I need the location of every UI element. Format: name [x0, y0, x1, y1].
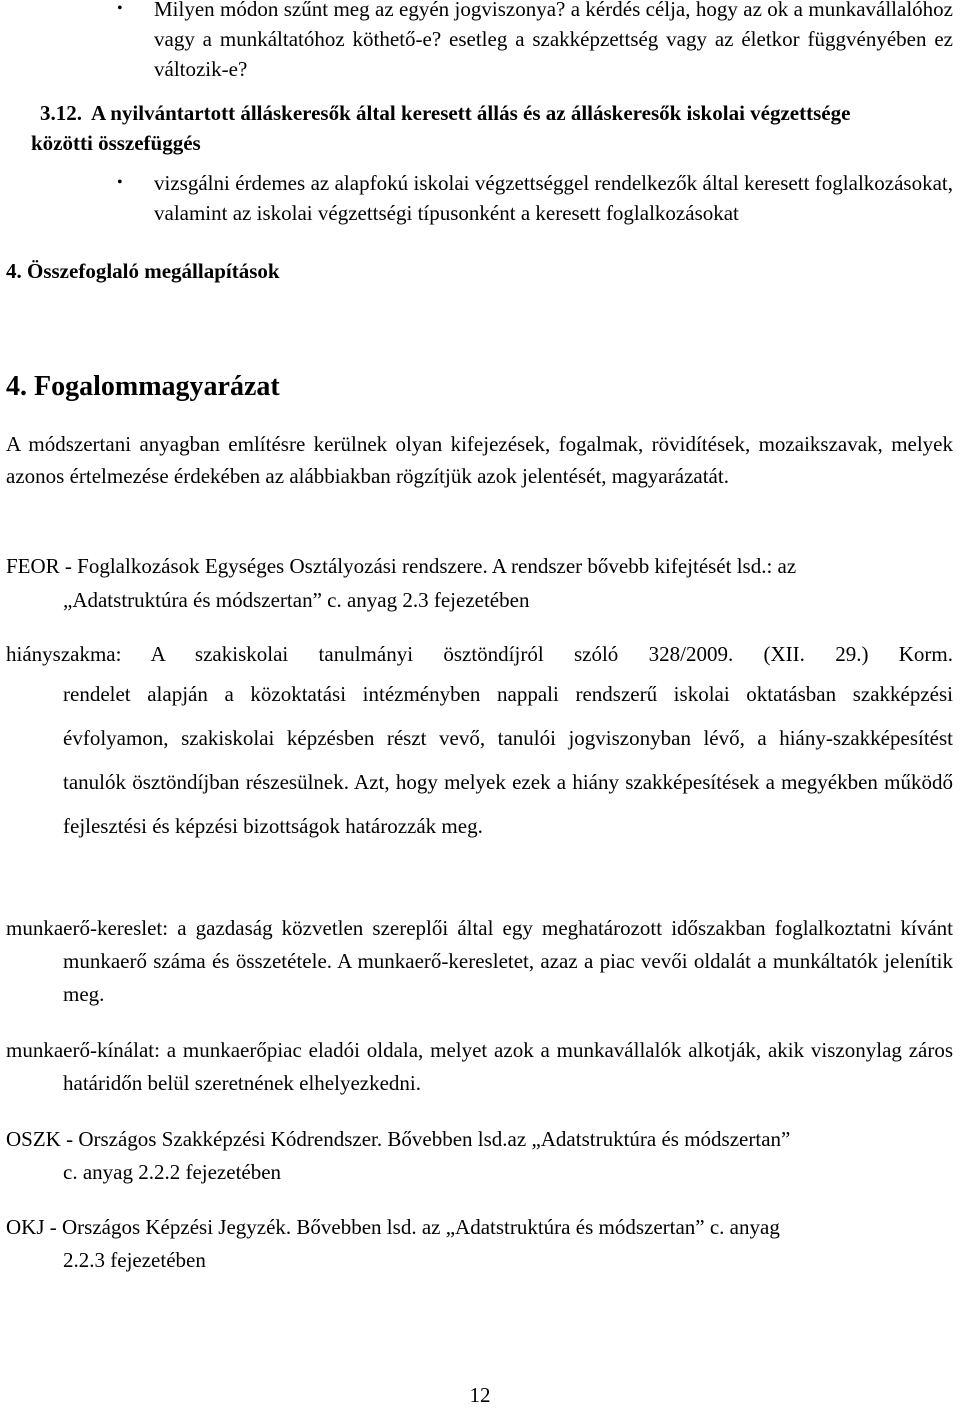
feor-line-1: FEOR - Foglalkozások Egységes Osztályozási rendszere. A rendszer bővebb kifejtését lsd.: az [6, 554, 797, 578]
oszk-line-1: OSZK - Országos Szakképzési Kódrendszer. Bővebben lsd.az „Adatstruktúra és módszertan” [6, 1127, 791, 1151]
heading-summary: 4. Összefoglaló megállapítások [6, 259, 280, 283]
glossary-entry-hianyszakma [6, 638, 953, 848]
oszk-line-2: c. anyag 2.2.2 fejezetében [63, 1160, 282, 1184]
hianyszakma-rest: rendelet alapján a közoktatási intézményben nappali rendszerű iskolai oktatásban szakképzési évfolyamon, szakiskolai képzésben részt vevő, tanulói jogviszonyban lévő, a hiány-szakképesítést tanulók ösztöndíjban részesülnek. Azt, hogy melyek ezek a hiány szakképesítések a megyékben működő fejlesztési és képzési bizottságok határozzák meg. [63, 682, 953, 838]
okj-line-2: 2.2.3 fejezetében [63, 1248, 206, 1272]
page-number: 12 [469, 1383, 491, 1407]
glossary-entry-feor [6, 549, 953, 617]
top-bullet-text: Milyen módon szűnt meg az egyén jogviszonya? a kérdés célja, hogy az ok a munkavállalóhoz vagy a munkáltatóhoz köthető-e? esetleg a szakképzettség vagy az életkor függvényében ez változik-e? [154, 0, 953, 81]
bullet-icon: • [117, 0, 123, 17]
glossary-intro: A módszertani anyagban említésre kerülnek olyan kifejezések, fogalmak, rövidítések, mozaikszavak, melyek azonos értelmezése érdekében az alábbiakban rögzítjük azok jelentését, magyarázatát. [6, 432, 953, 488]
heading-glossary: 4. Fogalommagyarázat [6, 371, 280, 402]
okj-line-1: OKJ - Országos Képzési Jegyzék. Bővebben lsd. az „Adatstruktúra és módszertan” c. anyag [6, 1215, 780, 1239]
section-312-number: 3.12. [40, 101, 82, 125]
glossary-entry-okj [6, 1211, 953, 1277]
section-312-title: A nyilvántartott álláskeresők által keresett állás és az álláskeresők iskolai végzettsége közötti összefüggés [31, 101, 851, 155]
glossary-entry-oszk [6, 1123, 953, 1189]
glossary-entry-munkaero-kereslet: munkaerő-kereslet: a gazdaság közvetlen szereplői által egy meghatározott időszakban foglalkoztatni kívánt munkaerő száma és összetétele. A munkaerő-keresletet, azaz a piac vevői oldalát a munkáltatók jelenítik meg. [6, 916, 953, 1006]
section-312-bullet-item [117, 168, 953, 228]
section-312-bullet-text: vizsgálni érdemes az alapfokú iskolai végzettséggel rendelkezők által keresett foglalkozásokat, valamint az iskolai végzettségi típusonként a keresett foglalkozásokat [154, 171, 953, 225]
glossary-entry-munkaero-kinalat: munkaerő-kínálat: a munkaerőpiac eladói oldala, melyet azok a munkavállalók alkotják, akik viszonylag záros határidőn belül szeretnének elhelyezkedni. [6, 1038, 953, 1095]
top-bullet-item [117, 0, 953, 84]
hianyszakma-first-line: hiányszakma: A szakiskolai tanulmányi ösztöndíjról szóló 328/2009. (XII. 29.) Korm. [6, 642, 953, 666]
bullet-icon: • [117, 174, 123, 191]
feor-line-2: „Adatstruktúra és módszertan” c. anyag 2.3 fejezetében [63, 588, 530, 612]
